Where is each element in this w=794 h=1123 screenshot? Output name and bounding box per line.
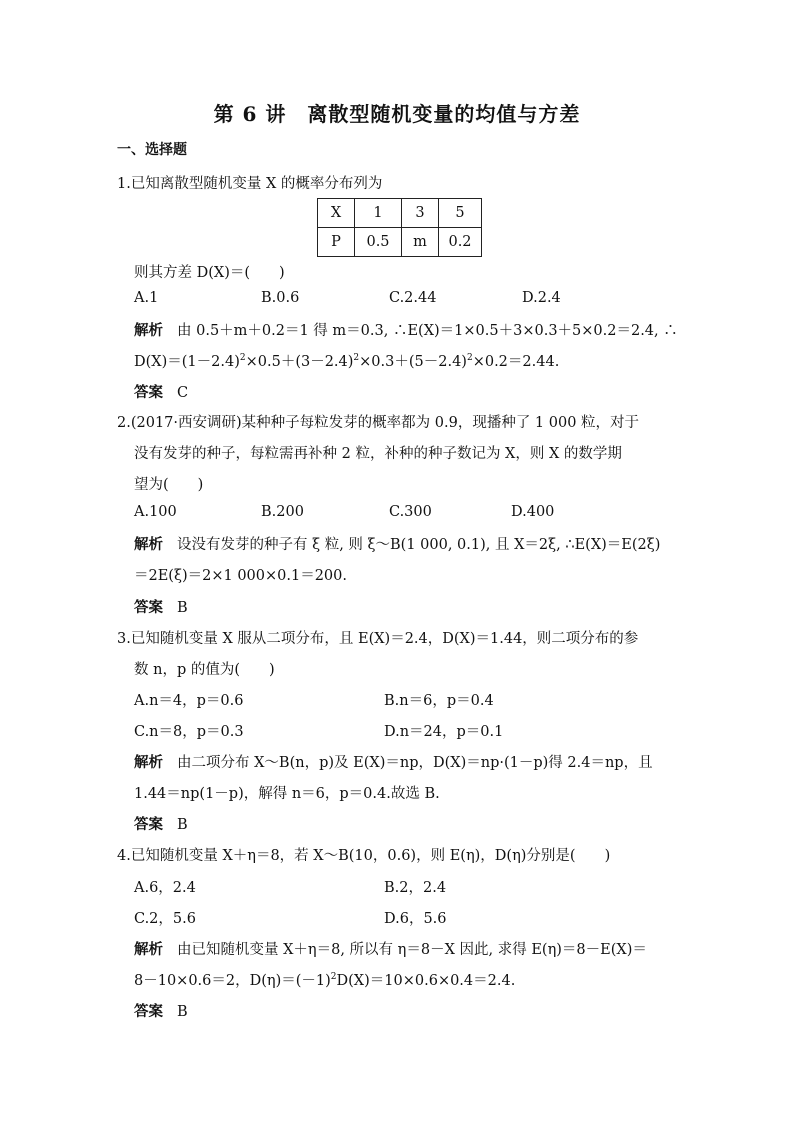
q3-option-d: D.n＝24，p＝0.1 bbox=[384, 724, 504, 740]
q2-stem-line-2: 没有发芽的种子，每粒需再补种 2 粒，补种的种子数记为 X，则 X 的数学期 bbox=[134, 446, 622, 462]
analysis-label: 解析 bbox=[134, 754, 163, 771]
answer-value: B bbox=[177, 1004, 188, 1020]
q4-option-c: C.2，5.6 bbox=[134, 911, 196, 927]
q1-option-c: C.2.44 bbox=[389, 290, 437, 306]
page-title: 第 6 讲 离散型随机变量的均值与方差 bbox=[213, 102, 581, 126]
q3-analysis-line-1 bbox=[134, 751, 653, 772]
table-cell: m bbox=[402, 228, 439, 257]
q3-option-c: C.n＝8，p＝0.3 bbox=[134, 724, 244, 740]
analysis-text: 由 0.5＋m＋0.2＝1 得 m＝0.3, ∴E(X)＝1×0.5＋3×0.3＋5×0.2＝2.4, ∴ bbox=[177, 323, 678, 339]
q1-option-a: A.1 bbox=[134, 290, 159, 306]
q4-analysis-line-2 bbox=[134, 969, 515, 990]
analysis-text: ×0.2＝2.44. bbox=[472, 354, 560, 370]
q2-stem-line-1: 2.(2017·西安调研)某种种子每粒发芽的概率都为 0.9，现播种了 1 000 粒，对于 bbox=[117, 415, 640, 431]
table-row bbox=[318, 199, 482, 228]
answer-value: C bbox=[177, 385, 189, 401]
table-cell: 3 bbox=[402, 199, 439, 228]
answer-value: B bbox=[177, 600, 188, 616]
table-cell: 0.2 bbox=[439, 228, 482, 257]
q4-option-a: A.6，2.4 bbox=[134, 880, 196, 896]
q4-option-b: B.2，2.4 bbox=[384, 880, 447, 896]
q1-stem: 1.已知离散型随机变量 X 的概率分布列为 bbox=[117, 176, 383, 192]
table-cell: 0.5 bbox=[355, 228, 402, 257]
q2-stem-line-3: 望为( ) bbox=[134, 477, 204, 493]
q1-distribution-table bbox=[317, 198, 482, 257]
table-row bbox=[318, 228, 482, 257]
answer-label: 答案 bbox=[134, 1003, 163, 1020]
q3-stem-line-1: 3.已知随机变量 X 服从二项分布，且 E(X)＝2.4，D(X)＝1.44，则二项分布的参 bbox=[117, 631, 639, 647]
q1-ask: 则其方差 D(X)＝( ) bbox=[134, 265, 285, 281]
table-cell: X bbox=[318, 199, 355, 228]
q2-option-a: A.100 bbox=[134, 504, 177, 520]
analysis-text: 由已知随机变量 X＋η＝8, 所以有 η＝8－X 因此, 求得 E(η)＝8－E(X)＝ bbox=[177, 942, 647, 958]
analysis-text: D(X)＝(1－2.4) bbox=[134, 354, 240, 370]
q2-analysis-line-1 bbox=[134, 533, 660, 554]
q1-option-b: B.0.6 bbox=[261, 290, 300, 306]
superscript: 2 bbox=[239, 353, 246, 364]
q2-analysis-line-2: ＝2E(ξ)＝2×1 000×0.1＝200. bbox=[134, 568, 347, 584]
analysis-text: 设没有发芽的种子有 ξ 粒, 则 ξ～B(1 000, 0.1), 且 X＝2ξ, ∴E(X)＝E(2ξ) bbox=[177, 537, 661, 553]
q3-stem-line-2: 数 n，p 的值为( ) bbox=[134, 662, 275, 678]
analysis-label: 解析 bbox=[134, 322, 163, 339]
table-cell: P bbox=[318, 228, 355, 257]
answer-label: 答案 bbox=[134, 599, 163, 616]
superscript: 2 bbox=[466, 353, 473, 364]
superscript: 2 bbox=[330, 972, 337, 983]
analysis-text: ×0.5＋(3－2.4) bbox=[245, 354, 354, 370]
q3-option-b: B.n＝6，p＝0.4 bbox=[384, 693, 494, 709]
answer-label: 答案 bbox=[134, 384, 163, 401]
q4-answer bbox=[134, 1000, 188, 1021]
analysis-text: ×0.3＋(5－2.4) bbox=[359, 354, 467, 370]
superscript: 2 bbox=[353, 353, 360, 364]
analysis-text: D(X)＝10×0.6×0.4＝2.4. bbox=[336, 973, 516, 989]
q3-analysis-line-2: 1.44＝np(1－p)，解得 n＝6，p＝0.4.故选 B. bbox=[134, 786, 440, 802]
analysis-text: 8－10×0.6＝2，D(η)＝(－1) bbox=[134, 973, 331, 989]
q4-stem-line-1: 4.已知随机变量 X＋η＝8，若 X～B(10，0.6)，则 E(η)，D(η)分别是( ) bbox=[117, 848, 611, 864]
analysis-text: 由二项分布 X～B(n，p)及 E(X)＝np，D(X)＝np·(1－p)得 2.4＝np，且 bbox=[177, 755, 653, 771]
q1-analysis-line-2 bbox=[134, 350, 559, 371]
q1-option-d: D.2.4 bbox=[522, 290, 561, 306]
answer-value: B bbox=[177, 817, 188, 833]
analysis-label: 解析 bbox=[134, 536, 163, 553]
q2-option-d: D.400 bbox=[511, 504, 555, 520]
q3-answer bbox=[134, 813, 188, 834]
table-cell: 1 bbox=[355, 199, 402, 228]
table-cell: 5 bbox=[439, 199, 482, 228]
q2-answer bbox=[134, 596, 188, 617]
q4-option-d: D.6，5.6 bbox=[384, 911, 447, 927]
section-heading: 一、选择题 bbox=[117, 142, 187, 158]
answer-label: 答案 bbox=[134, 816, 163, 833]
q1-answer bbox=[134, 381, 188, 402]
q2-option-b: B.200 bbox=[261, 504, 304, 520]
q4-analysis-line-1 bbox=[134, 938, 647, 959]
q3-option-a: A.n＝4，p＝0.6 bbox=[134, 693, 244, 709]
q1-analysis-line-1 bbox=[134, 319, 678, 340]
analysis-label: 解析 bbox=[134, 941, 163, 958]
q2-option-c: C.300 bbox=[389, 504, 432, 520]
